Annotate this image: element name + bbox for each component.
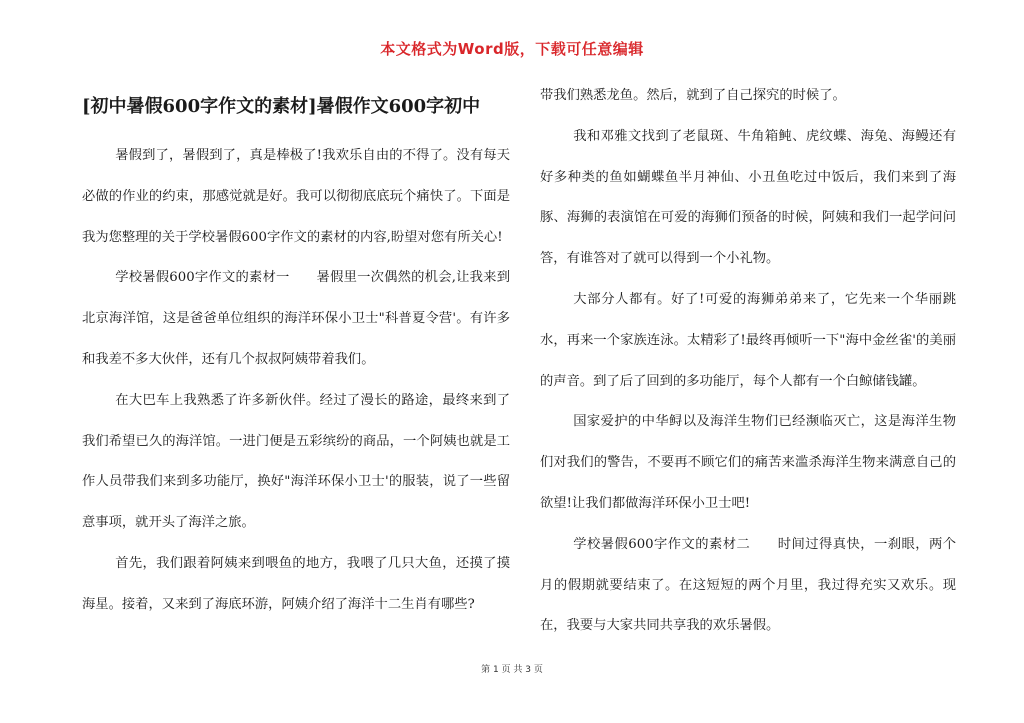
right-column — [540, 76, 956, 647]
body-paragraph: 学校暑假600字作文的素材二 时间过得真快，一刹眼，两个月的假期就要结束了。在这短短的两个月里，我过得充实又欢乐。现在，我要与大家共同共享我的欢乐暑假。 — [540, 536, 956, 634]
left-column — [82, 136, 510, 626]
intro-paragraph: 暑假到了，暑假到了，真是棒极了!我欢乐自由的不得了。没有每天必做的作业的约束，那感觉就是好。我可以彻彻底底玩个痛快了。下面是我为您整理的关于学校暑假600字作文的素材的内容,盼望对您有所关心! — [82, 148, 510, 245]
download-banner: 本文格式为Word版，下载可任意编辑 — [380, 40, 644, 58]
body-paragraph: 在大巴车上我熟悉了许多新伙伴。经过了漫长的路途，最终来到了我们希望已久的海洋馆。一进门便是五彩缤纷的商品，一个阿姨也就是工作人员带我们来到多功能厅，换好"海洋环保小卫士'的服装，说了一些留意事项，就开头了海洋之旅。 — [82, 392, 510, 531]
body-paragraph: 学校暑假600字作文的素材一 暑假里一次偶然的机会,让我来到北京海洋馆，这是爸爸单位组织的海洋环保小卫士"科普夏令营'。有许多和我差不多大伙伴，还有几个叔叔阿姨带着我们。 — [82, 270, 510, 367]
body-paragraph: 大部分人都有。好了!可爱的海狮弟弟来了，它先来一个华丽跳水，再来一个家族连泳。太精彩了!最终再倾听一下"海中金丝雀'的美丽的声音。到了后了回到的多功能厅，每个人都有一个白鲸储钱罐。 — [540, 291, 956, 389]
body-paragraph: 首先，我们跟着阿姨来到喂鱼的地方，我喂了几只大鱼，还摸了摸海星。接着，又来到了海底环游，阿姨介绍了海洋十二生肖有哪些? — [82, 555, 510, 612]
body-paragraph: 国家爱护的中华鲟以及海洋生物们已经濒临灭亡，这是海洋生物们对我们的警告，不要再不顾它们的痛苦来滥杀海洋生物来满意自己的欲望!让我们都做海洋环保小卫士吧! — [540, 414, 956, 511]
document-title: [初中暑假600字作文的素材]暑假作文600字初中 — [82, 96, 481, 117]
continued-paragraph: 带我们熟悉龙鱼。然后，就到了自己探究的时候了。 — [540, 88, 846, 103]
page-indicator: 第 1 页 共 3 页 — [481, 665, 543, 675]
body-paragraph: 我和邓雅文找到了老鼠斑、牛角箱鲀、虎纹蝶、海兔、海鳗还有好多种类的鱼如蝴蝶鱼半月神仙、小丑鱼吃过中饭后，我们来到了海豚、海狮的表演馆在可爱的海狮们预备的时候，阿姨和我们一起学问问答，有谁答对了就可以得到一个小礼物。 — [540, 128, 956, 267]
